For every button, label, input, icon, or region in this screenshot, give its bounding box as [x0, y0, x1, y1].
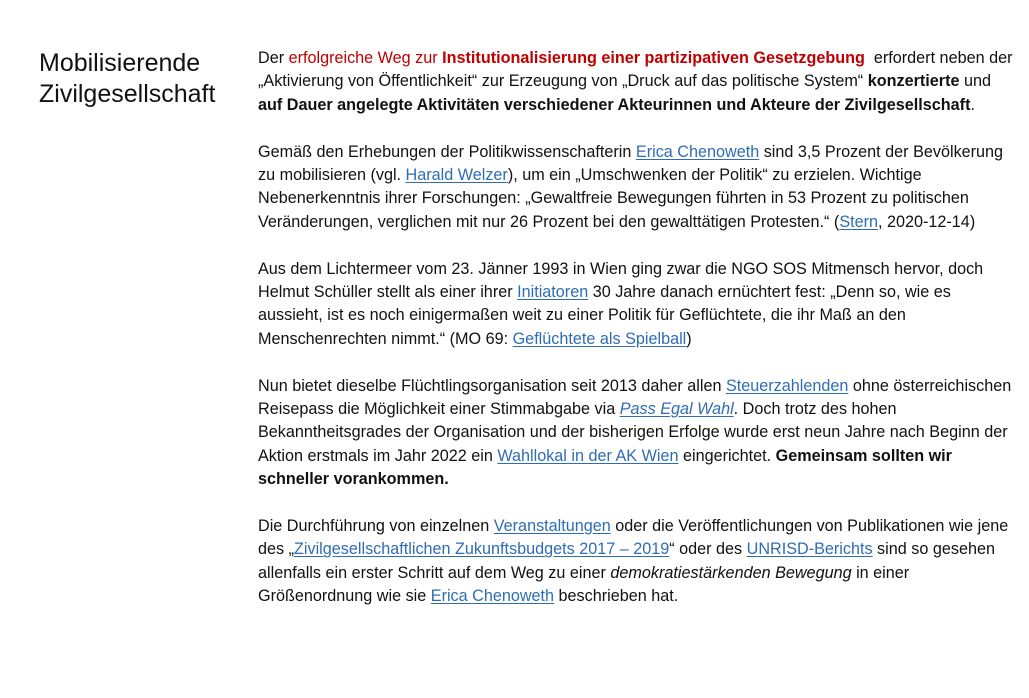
- text: Nun bietet dieselbe Flüchtlingsorganisation seit 2013 daher allen: [258, 376, 726, 395]
- text: Aus dem Lichtermeer vom 23. Jänner 1993 in Wien ging zwar die NGO SOS Mitmensch hervor, doch Helmut Schüller stellt als einer ihrer: [258, 259, 984, 302]
- bold-text: auf Dauer angelegte Aktivitäten verschiedener Akteurinnen und Akteure der Zivilgesellschaft: [258, 95, 971, 114]
- text: Der: [258, 49, 289, 67]
- text: eingerichtet.: [678, 446, 776, 465]
- text: und: [959, 72, 991, 91]
- text: ): [686, 329, 692, 348]
- text: oder die Veröffentlichungen von Publikationen wie jene des „: [258, 517, 1009, 559]
- text: , 2020-12-14): [878, 212, 976, 231]
- section-title-line1: Mobilisierende: [39, 49, 201, 77]
- link-steuerzahlenden[interactable]: Steuerzahlenden: [725, 376, 849, 395]
- text: in einer Größenordnung wie sie: [258, 563, 910, 606]
- link-erica-chenoweth[interactable]: Erica Chenoweth: [635, 142, 760, 161]
- link-gefluechtete-als-spielball[interactable]: Geflüchtete als Spielball: [512, 329, 687, 348]
- highlight-text: erfolgreiche Weg zur: [288, 49, 443, 67]
- link-initiatoren[interactable]: Initiatoren: [517, 283, 589, 302]
- link-stern[interactable]: Stern: [839, 212, 879, 231]
- text: .: [970, 95, 975, 114]
- link-wahllokal-ak-wien[interactable]: Wahllokal in der AK Wien: [497, 446, 679, 465]
- paragraph-1: [258, 47, 1018, 117]
- link-veranstaltungen[interactable]: Veranstaltungen: [493, 517, 611, 536]
- text: ), um ein „Umschwenken der Politik“ zu erzielen. Wichtige Nebenerkenntnis ihrer Forschungen: „Gewaltfreie Bewegungen führten in 53 Prozent zu politischen Veränderungen, verglichen mit nur 26 Prozent bei den gewalttätigen Protesten.“ (: [258, 166, 969, 231]
- paragraph-3: [258, 258, 1018, 352]
- link-zukunftsbudget[interactable]: Zivilgesellschaftlichen Zukunftsbudgets 2017 – 2019: [294, 540, 670, 559]
- italic-text: demokratiestärkenden Bewegung: [610, 563, 852, 582]
- section-title: [39, 48, 249, 110]
- paragraph-5: [258, 515, 1018, 609]
- paragraph-2: [258, 141, 1018, 235]
- bold-text: konzertierte: [867, 72, 960, 91]
- text: Die Durchführung von einzelnen: [258, 517, 494, 536]
- link-unrisd-bericht[interactable]: UNRISD-Berichts: [746, 540, 873, 559]
- text: Gemäß den Erhebungen der Politikwissenschafterin: [258, 142, 636, 161]
- text: “ oder des: [669, 540, 747, 559]
- content-body: [258, 47, 1018, 632]
- link-pass-egal-wahl[interactable]: Pass Egal Wahl: [619, 400, 734, 419]
- link-harald-welzer[interactable]: Harald Welzer: [405, 166, 508, 185]
- text: erfordert neben der „Aktivierung von Öffentlichkeit“ zur Erzeugung von „Druck auf das politische System“: [258, 49, 1017, 91]
- text: 30 Jahre danach ernüchtert fest: „Denn so, wie es aussieht, ist es noch einigermaßen weit zu einer Politik für Geflüchtete, die ihr Maß an den Menschenrechten nimmt.“ (MO 69:: [258, 283, 951, 348]
- bold-text: Gemeinsam sollten wir schneller vorankommen.: [258, 446, 952, 489]
- paragraph-4: [258, 375, 1018, 492]
- text: ohne österreichischen Reisepass die Möglichkeit einer Stimmabgabe via: [258, 376, 1012, 419]
- text: sind so gesehen allenfalls ein erster Schritt auf dem Weg zu einer: [258, 540, 995, 582]
- text: sind 3,5 Prozent der Bevölkerung zu mobilisieren (vgl.: [258, 142, 1004, 185]
- text: . Doch trotz des hohen Bekanntheitsgrades der Organisation und der bisherigen Erfolge wurde erst neun Jahre nach Beginn der Aktion erstmals im Jahr 2022 ein: [258, 400, 1008, 465]
- link-erica-chenoweth-2[interactable]: Erica Chenoweth: [430, 587, 555, 606]
- highlight-bold-text: Institutionalisierung einer partizipativen Gesetzgebung: [442, 49, 865, 67]
- section-title-line2: Zivilgesellschaft: [39, 80, 216, 108]
- text: beschrieben hat.: [554, 587, 679, 606]
